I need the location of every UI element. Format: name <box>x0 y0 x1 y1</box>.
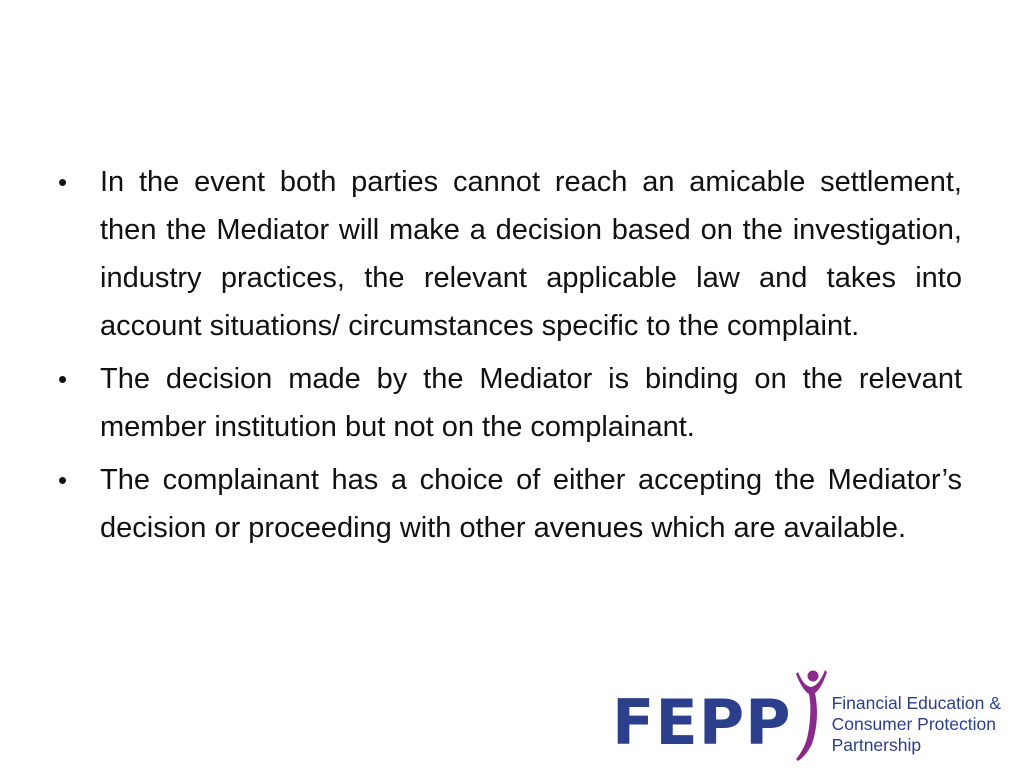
bullet-marker: • <box>58 465 68 495</box>
bullet-list <box>58 158 962 557</box>
bullet-marker: • <box>58 364 68 394</box>
bullet-item-2 <box>58 355 962 451</box>
person-arms-raised-icon <box>794 666 828 762</box>
logo-line-1: Financial Education & <box>831 692 1001 713</box>
logo-wordmark: FEPP <box>612 686 792 759</box>
bullet-text: The decision made by the Mediator is binding on the relevant member institution but not on the complainant. <box>100 363 962 443</box>
logo-line-2: Consumer Protection <box>831 713 996 734</box>
bullet-item-3 <box>58 456 962 552</box>
bullet-item-1 <box>58 158 962 350</box>
logo-line-3: Partnership <box>831 734 922 755</box>
bullet-marker: • <box>58 167 68 197</box>
fepp-logo <box>612 664 1024 764</box>
bullet-text: The complainant has a choice of either accepting the Mediator’s decision or proceeding with other avenues which are available. <box>100 464 962 544</box>
bullet-text: In the event both parties cannot reach an amicable settlement, then the Mediator will make a decision based on the investigation, industry practices, the relevant applicable law and takes into account situations/ circumstances specific to the complaint. <box>100 166 962 342</box>
logo-tagline <box>832 693 1001 756</box>
